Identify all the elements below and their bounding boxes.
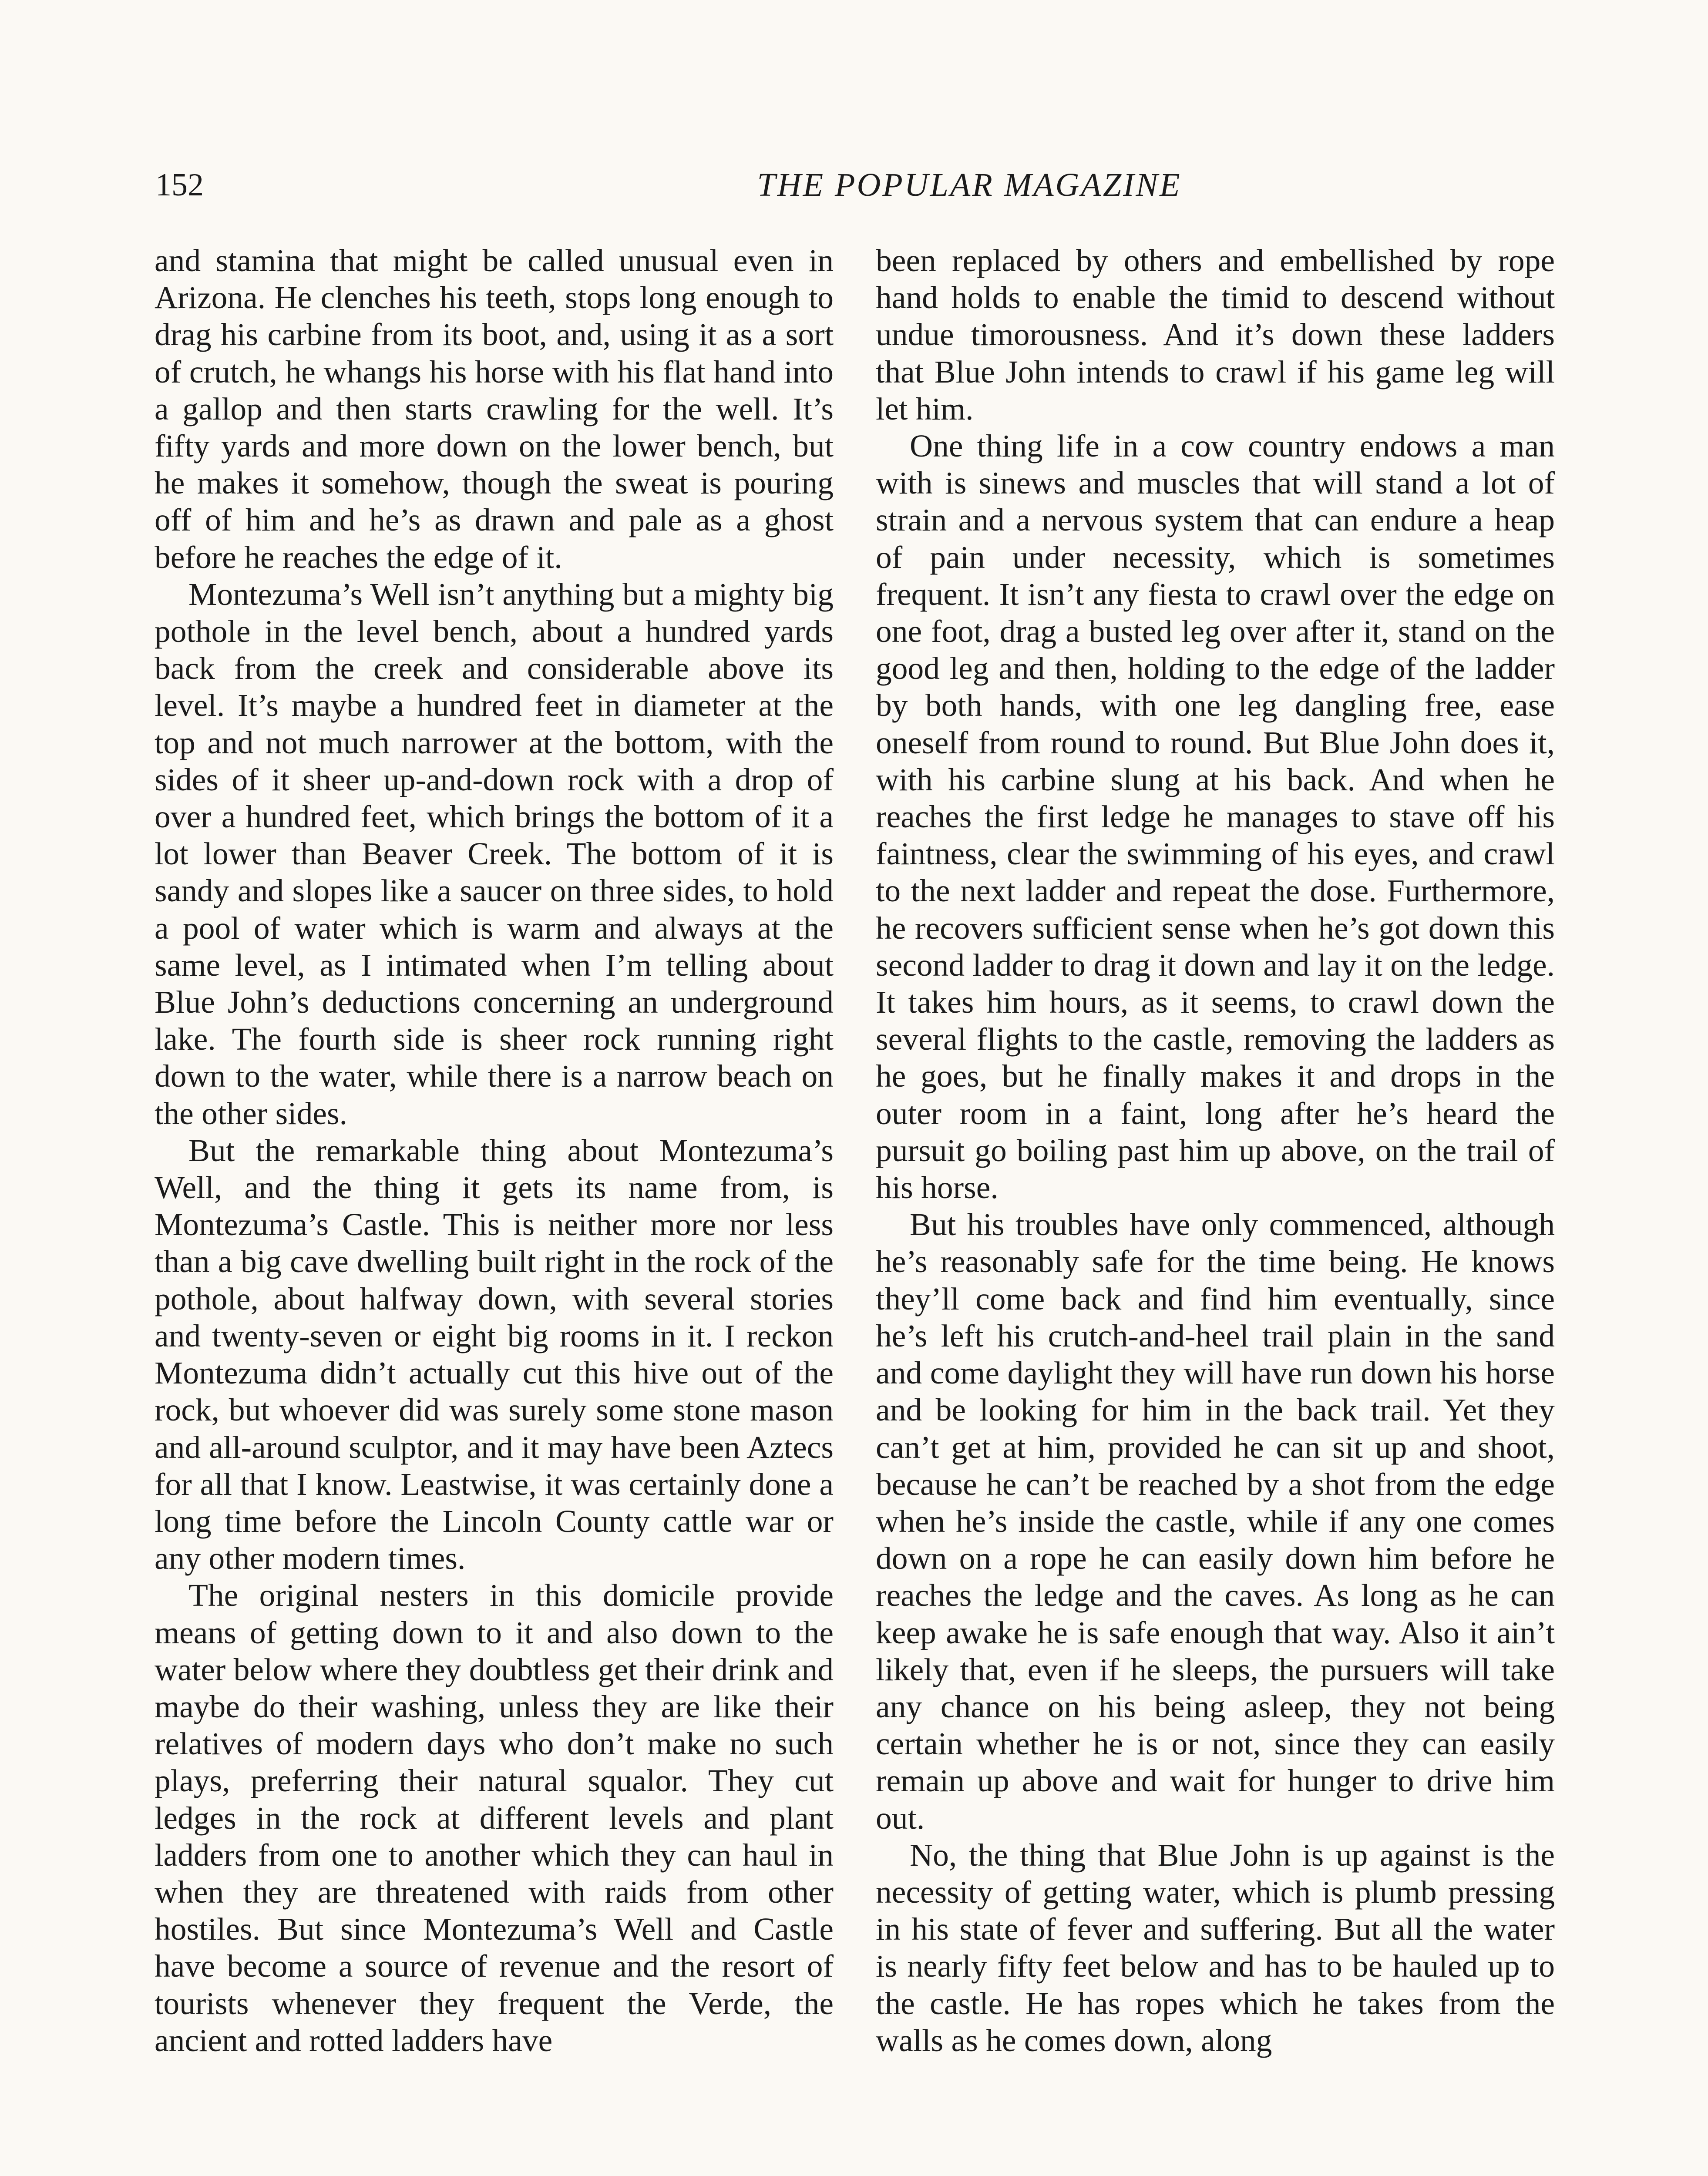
right-text-column (876, 242, 1555, 2059)
paragraph: Montezuma’s Well isn’t anything but a mighty big pothole in the level bench, about a hundred yards back from the creek and considerable above its level. It’s maybe a hundred feet in diameter at the top and not much narrower at the bottom, with the sides of it sheer up-and-down rock with a drop of over a hundred feet, which brings the bottom of it a lot lower than Beaver Creek. The bottom of it is sandy and slopes like a saucer on three sides, to hold a pool of water which is warm and always at the same level, as I intimated when I’m telling about Blue John’s deductions concerning an underground lake. The fourth side is sheer rock running right down to the water, while there is a narrow beach on the other sides. (155, 576, 834, 1131)
paragraph: But the remarkable thing about Montezuma’s Well, and the thing it gets its name from, is Montezuma’s Castle. This is neither more nor less than a big cave dwelling built right in the rock of the pothole, about halfway down, with several stories and twenty-seven or eight big rooms in it. I reckon Montezuma didn’t actually cut this hive out of the rock, but whoever did was surely some stone mason and all-around sculptor, and it may have been Aztecs for all that I know. Leastwise, it was certainly done a long time before the Lincoln County cattle war or any other modern times. (155, 1132, 834, 1576)
paragraph: But his troubles have only commenced, although he’s reasonably safe for the time being. He knows they’ll come back and find him eventually, since he’s left his crutch-and-heel trail plain in the sand and come daylight they will have run down his horse and be looking for him in the back trail. Yet they can’t get at him, provided he can sit up and shoot, because he can’t be reached by a shot from the edge when he’s inside the castle, while if any one comes down on a rope he can easily down him before he reaches the ledge and the caves. As long as he can keep awake he is safe enough that way. Also it ain’t likely that, even if he sleeps, the pursuers will take any chance on his being asleep, they not being certain whether he is or not, since they can easily remain up above and wait for hunger to drive him out. (876, 1207, 1555, 1836)
paragraph: One thing life in a cow country endows a man with is sinews and muscles that will stand a lot of strain and a nervous system that can endure a heap of pain under necessity, which is sometimes frequent. It isn’t any fiesta to crawl over the edge on one foot, drag a busted leg over after it, stand on the good leg and then, holding to the edge of the ladder by both hands, with one leg dangling free, ease oneself from round to round. But Blue John does it, with his carbine slung at his back. And when he reaches the first ledge he manages to stave off his faintness, clear the swimming of his eyes, and crawl to the next ladder and repeat the dose. Furthermore, he recovers sufficient sense when he’s got down this second ladder to drag it down and lay it on the ledge. It takes him hours, as it seems, to crawl down the several flights to the castle, removing the ladders as he goes, but he finally makes it and drops in the outer room in a faint, long after he’s heard the pursuit go boiling past him up above, on the trail of his horse. (876, 428, 1555, 1206)
paragraph: been replaced by others and embellished by rope hand holds to enable the timid to descend without undue timorousness. And it’s down these ladders that Blue John intends to crawl if his game leg will let him. (876, 243, 1555, 426)
paragraph: and stamina that might be called unusual even in Arizona. He clenches his teeth, stops long enough to drag his carbine from its boot, and, using it as a sort of crutch, he whangs his horse with his flat hand into a gallop and then starts crawling for the well. It’s fifty yards and more down on the lower bench, but he makes it somehow, though the sweat is pouring off of him and he’s as drawn and pale as a ghost before he reaches the edge of it. (155, 243, 834, 575)
paragraph: No, the thing that Blue John is up against is the necessity of getting water, which is plumb pressing in his state of fever and suffering. But all the water is nearly fifty feet below and has to be hauled up to the castle. He has ropes which he takes from the walls as he comes down, along (876, 1837, 1555, 2058)
page-number: 152 (155, 167, 204, 203)
left-text-column (155, 242, 834, 2059)
magazine-title: THE POPULAR MAGAZINE (757, 167, 1182, 203)
paragraph: The original nesters in this domicile provide means of getting down to it and also down to the water below where they doubtless get their drink and maybe do their washing, unless they are like their relatives of modern days who don’t make no such plays, preferring their natural squalor. They cut ledges in the rock at different levels and plant ladders from one to another which they can haul in when they are threatened with raids from other hostiles. But since Montezuma’s Well and Castle have become a source of revenue and the resort of tourists whenever they frequent the Verde, the ancient and rotted ladders have (155, 1578, 834, 2058)
page-header (155, 161, 1548, 209)
